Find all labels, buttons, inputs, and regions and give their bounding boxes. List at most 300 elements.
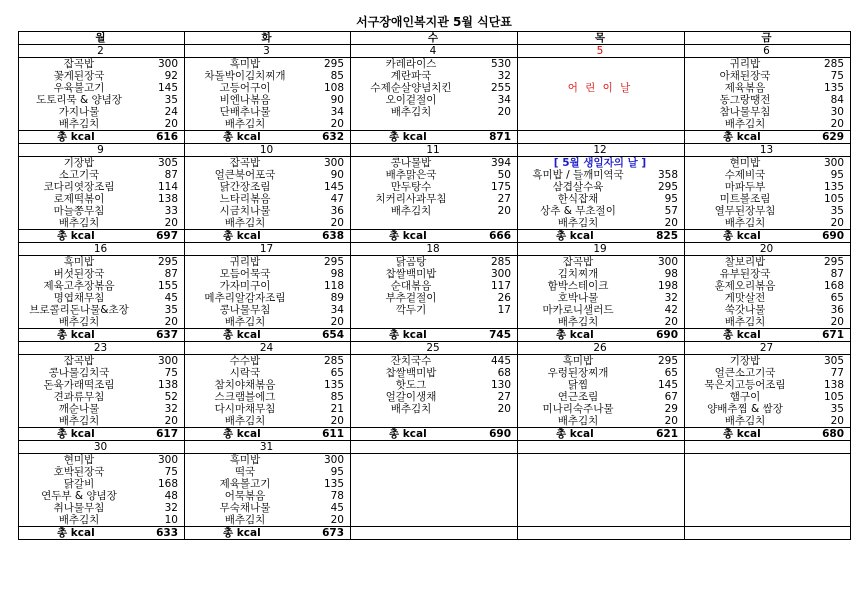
dish-kcal: 20	[497, 205, 511, 217]
dish-name: 도토리묵 & 양념장	[36, 94, 122, 106]
dish-name: 동그랑땡전	[719, 94, 771, 106]
total-kcal: 654	[322, 329, 344, 341]
menu-cell	[685, 304, 851, 316]
dish-name: 치커리사과무침	[375, 193, 447, 205]
dish-name: 햄구이	[729, 391, 761, 403]
total-cell	[685, 329, 851, 342]
birthday-label: [ 5월 생일자의 날 ]	[553, 157, 647, 169]
menu-cell	[185, 193, 351, 205]
menu-cell	[19, 367, 185, 379]
total-cell	[19, 131, 185, 144]
date-cell: 24	[185, 342, 351, 355]
dish-name: 찰보리밥	[724, 256, 766, 268]
dish-kcal: 65	[830, 292, 844, 304]
menu-cell	[185, 355, 351, 368]
menu-table-body	[19, 32, 851, 540]
menu-cell	[351, 490, 518, 502]
menu-cell	[185, 268, 351, 280]
weekday-mon: 월	[19, 32, 185, 45]
menu-cell	[685, 94, 851, 106]
menu-cell	[685, 82, 851, 94]
dish-name: 다시마채무침	[214, 403, 276, 415]
dish-name: 훈제오리볶음	[714, 280, 776, 292]
menu-item-row	[19, 181, 851, 193]
dish-kcal: 114	[157, 181, 178, 193]
dish-name: 단배추나물	[219, 106, 271, 118]
menu-cell	[185, 316, 351, 329]
menu-cell	[518, 94, 685, 106]
menu-cell	[19, 118, 185, 131]
dish-kcal: 20	[664, 316, 678, 328]
menu-cell	[351, 205, 518, 217]
dish-kcal: 295	[157, 256, 178, 268]
dish-kcal: 48	[164, 490, 178, 502]
total-label: 총 kcal	[723, 329, 761, 341]
total-label: 총 kcal	[57, 527, 95, 539]
dish-name: 가자미구이	[219, 280, 271, 292]
total-kcal: 690	[656, 329, 678, 341]
menu-cell	[518, 181, 685, 193]
dish-name: 찹쌀백미밥	[385, 367, 437, 379]
dish-kcal: 17	[497, 304, 511, 316]
menu-item-row	[19, 403, 851, 415]
dish-name: 깨순나물	[58, 403, 100, 415]
dish-name: 배추김치	[224, 118, 266, 130]
total-cell	[518, 428, 685, 441]
dish-kcal: 32	[164, 403, 178, 415]
dish-name: 배추김치	[724, 217, 766, 229]
dish-name: 고등어구이	[219, 82, 271, 94]
total-label: 총 kcal	[57, 131, 95, 143]
dish-kcal: 98	[664, 268, 678, 280]
dish-kcal: 20	[830, 415, 844, 427]
total-cell	[19, 527, 185, 540]
menu-cell	[685, 217, 851, 230]
dish-name: 배추김치	[724, 316, 766, 328]
menu-cell	[518, 502, 685, 514]
date-cell: 6	[685, 45, 851, 58]
menu-cell	[351, 466, 518, 478]
menu-cell	[351, 280, 518, 292]
menu-cell	[185, 118, 351, 131]
dish-name: 배추김치	[557, 415, 599, 427]
dish-kcal: 135	[823, 181, 844, 193]
dish-kcal: 27	[497, 391, 511, 403]
dish-kcal: 95	[830, 169, 844, 181]
menu-item-row	[19, 514, 851, 527]
dish-kcal: 77	[830, 367, 844, 379]
menu-cell	[351, 217, 518, 230]
dish-name: 마늘쫑무침	[53, 205, 105, 217]
dish-name: 흑미밥	[63, 256, 95, 268]
menu-cell	[185, 280, 351, 292]
total-cell	[351, 329, 518, 342]
dish-name: 모듬어묵국	[219, 268, 271, 280]
dish-name: 배추김치	[724, 415, 766, 427]
menu-cell	[185, 205, 351, 217]
total-cell	[351, 527, 518, 540]
date-cell: 17	[185, 243, 351, 256]
dish-kcal: 89	[330, 292, 344, 304]
total-cell	[185, 428, 351, 441]
dish-kcal: 135	[323, 478, 344, 490]
dish-kcal: 445	[490, 355, 511, 367]
dish-name: 호박된장국	[53, 466, 105, 478]
menu-item-row	[19, 256, 851, 269]
menu-cell	[351, 181, 518, 193]
dish-kcal: 85	[330, 70, 344, 82]
dish-name: 게맛살전	[724, 292, 766, 304]
menu-cell	[518, 82, 685, 94]
menu-item-row	[19, 391, 851, 403]
menu-cell	[351, 316, 518, 329]
dish-kcal: 30	[830, 106, 844, 118]
dish-name: 배추김치	[224, 415, 266, 427]
menu-cell	[351, 403, 518, 415]
menu-cell	[685, 169, 851, 181]
dish-name: 느타리볶음	[219, 193, 271, 205]
dish-name: 잡곡밥	[562, 256, 594, 268]
dish-kcal: 45	[164, 292, 178, 304]
total-kcal: 697	[156, 230, 178, 242]
menu-cell	[518, 205, 685, 217]
dish-kcal: 57	[664, 205, 678, 217]
date-cell: 10	[185, 144, 351, 157]
total-label: 총 kcal	[723, 230, 761, 242]
date-row	[19, 441, 851, 454]
total-kcal: 871	[489, 131, 511, 143]
menu-cell	[351, 70, 518, 82]
dish-name: 카레라이스	[385, 58, 437, 70]
dish-kcal: 10	[164, 514, 178, 526]
dish-kcal: 138	[157, 193, 178, 205]
total-label: 총 kcal	[556, 230, 594, 242]
menu-cell	[685, 256, 851, 269]
dish-kcal: 145	[657, 379, 678, 391]
menu-cell	[685, 490, 851, 502]
dish-kcal: 20	[664, 217, 678, 229]
dish-name: 핫도그	[395, 379, 427, 391]
menu-cell	[518, 70, 685, 82]
menu-item-row	[19, 379, 851, 391]
total-cell	[351, 230, 518, 243]
dish-name: 마카로니샐러드	[542, 304, 614, 316]
dish-kcal: 295	[323, 256, 344, 268]
menu-cell	[19, 193, 185, 205]
dish-name: 배추김치	[224, 316, 266, 328]
dish-name: 연두부 & 양념장	[41, 490, 117, 502]
dish-name: 미나리숙주나물	[542, 403, 614, 415]
total-cell	[518, 329, 685, 342]
menu-cell	[685, 478, 851, 490]
dish-kcal: 300	[823, 157, 844, 169]
dish-kcal: 295	[657, 355, 678, 367]
dish-kcal: 35	[830, 205, 844, 217]
menu-cell	[518, 280, 685, 292]
dish-name: 시금치나물	[219, 205, 271, 217]
menu-cell	[185, 454, 351, 467]
menu-cell	[19, 292, 185, 304]
dish-kcal: 138	[823, 379, 844, 391]
dish-name: 오이겉절이	[385, 94, 437, 106]
dish-kcal: 20	[664, 415, 678, 427]
dish-name: 잔치국수	[390, 355, 432, 367]
dish-name: 떡국	[234, 466, 256, 478]
menu-item-row	[19, 157, 851, 170]
dish-kcal: 155	[157, 280, 178, 292]
menu-cell	[518, 514, 685, 527]
date-cell	[351, 441, 518, 454]
dish-kcal: 130	[490, 379, 511, 391]
menu-cell	[685, 70, 851, 82]
menu-item-row	[19, 292, 851, 304]
dish-name: 배추김치	[224, 217, 266, 229]
dish-name: 상추 & 무초절이	[540, 205, 616, 217]
dish-name: 버섯된장국	[53, 268, 105, 280]
dish-name: 명엽채무침	[53, 292, 105, 304]
total-kcal: 671	[822, 329, 844, 341]
dish-name: 제육고추장볶음	[43, 280, 115, 292]
menu-item-row	[19, 415, 851, 428]
total-label: 총 kcal	[223, 527, 261, 539]
total-cell	[185, 527, 351, 540]
dish-kcal: 65	[664, 367, 678, 379]
total-cell	[685, 428, 851, 441]
dish-kcal: 300	[490, 268, 511, 280]
total-cell	[351, 131, 518, 144]
dish-name: 잡곡밥	[229, 157, 261, 169]
dish-kcal: 78	[330, 490, 344, 502]
dish-name: 양배추찜 & 쌈장	[707, 403, 783, 415]
menu-cell	[685, 391, 851, 403]
menu-table	[18, 31, 851, 540]
date-row	[19, 45, 851, 58]
menu-cell	[19, 70, 185, 82]
dish-kcal: 84	[830, 94, 844, 106]
total-cell	[185, 329, 351, 342]
menu-cell	[19, 514, 185, 527]
menu-item-row	[19, 58, 851, 71]
menu-cell	[685, 415, 851, 428]
dish-name: 제육볶음	[724, 82, 766, 94]
dish-kcal: 36	[830, 304, 844, 316]
menu-cell	[19, 157, 185, 170]
date-cell: 3	[185, 45, 351, 58]
dish-name: 로제떡볶이	[53, 193, 105, 205]
dish-name: 한식잡채	[557, 193, 599, 205]
menu-cell	[685, 280, 851, 292]
menu-cell	[685, 502, 851, 514]
menu-cell	[351, 94, 518, 106]
dish-kcal: 95	[664, 193, 678, 205]
date-row	[19, 243, 851, 256]
menu-cell	[351, 502, 518, 514]
total-kcal: 745	[489, 329, 511, 341]
menu-cell	[518, 193, 685, 205]
menu-cell	[518, 292, 685, 304]
total-label: 총 kcal	[223, 230, 261, 242]
total-kcal: 617	[156, 428, 178, 440]
weekday-thu: 목	[518, 32, 685, 45]
dish-name: 참나물무침	[719, 106, 771, 118]
menu-cell	[518, 415, 685, 428]
dish-kcal: 255	[490, 82, 511, 94]
menu-cell	[185, 403, 351, 415]
total-kcal: 621	[656, 428, 678, 440]
total-row	[19, 131, 851, 144]
menu-cell	[685, 403, 851, 415]
dish-name: 순대볶음	[390, 280, 432, 292]
dish-kcal: 300	[323, 157, 344, 169]
total-cell	[19, 230, 185, 243]
dish-kcal: 75	[164, 367, 178, 379]
menu-cell	[351, 106, 518, 118]
dish-kcal: 52	[164, 391, 178, 403]
menu-cell	[518, 454, 685, 467]
menu-cell	[185, 502, 351, 514]
dish-kcal: 20	[330, 217, 344, 229]
dish-kcal: 20	[830, 316, 844, 328]
dish-name: 브로콜리돈나물&초장	[29, 304, 129, 316]
menu-item-row	[19, 217, 851, 230]
date-cell: 9	[19, 144, 185, 157]
menu-cell	[518, 379, 685, 391]
menu-cell	[19, 478, 185, 490]
dish-kcal: 285	[323, 355, 344, 367]
dish-name: 닭간장조림	[219, 181, 271, 193]
total-kcal: 637	[156, 329, 178, 341]
menu-cell	[185, 70, 351, 82]
total-kcal: 673	[322, 527, 344, 539]
dish-kcal: 20	[330, 514, 344, 526]
menu-cell	[19, 280, 185, 292]
dish-kcal: 300	[323, 454, 344, 466]
dish-kcal: 87	[164, 169, 178, 181]
dish-kcal: 118	[323, 280, 344, 292]
menu-cell	[19, 466, 185, 478]
total-row	[19, 230, 851, 243]
dish-kcal: 87	[164, 268, 178, 280]
dish-name: 닭갈비	[63, 478, 95, 490]
menu-cell	[518, 106, 685, 118]
menu-item-row	[19, 478, 851, 490]
dish-kcal: 138	[157, 379, 178, 391]
total-label: 총 kcal	[223, 131, 261, 143]
total-label: 총 kcal	[223, 428, 261, 440]
menu-cell	[185, 256, 351, 269]
dish-name: 묵은지고등어조림	[704, 379, 786, 391]
menu-item-row	[19, 316, 851, 329]
menu-item-row	[19, 367, 851, 379]
menu-cell	[351, 82, 518, 94]
menu-cell	[19, 106, 185, 118]
dish-kcal: 20	[497, 106, 511, 118]
date-row	[19, 342, 851, 355]
menu-cell	[518, 217, 685, 230]
dish-kcal: 135	[323, 379, 344, 391]
menu-cell	[351, 169, 518, 181]
menu-cell	[19, 379, 185, 391]
dish-name: 가지나물	[58, 106, 100, 118]
dish-kcal: 35	[164, 94, 178, 106]
menu-cell	[19, 217, 185, 230]
date-cell: 20	[685, 243, 851, 256]
total-label: 총 kcal	[723, 131, 761, 143]
menu-cell	[19, 490, 185, 502]
weekday-header-row	[19, 32, 851, 45]
menu-item-row	[19, 118, 851, 131]
date-cell: 5	[518, 45, 685, 58]
dish-name: 닭곰탕	[395, 256, 427, 268]
dish-kcal: 300	[157, 454, 178, 466]
menu-cell	[518, 403, 685, 415]
menu-cell	[19, 415, 185, 428]
total-cell	[351, 428, 518, 441]
date-cell: 30	[19, 441, 185, 454]
date-cell: 31	[185, 441, 351, 454]
dish-name: 우렁된장찌개	[547, 367, 609, 379]
total-cell	[185, 230, 351, 243]
menu-cell	[185, 106, 351, 118]
dish-kcal: 20	[164, 316, 178, 328]
menu-cell	[351, 304, 518, 316]
menu-cell	[185, 82, 351, 94]
menu-cell	[185, 292, 351, 304]
menu-cell	[518, 490, 685, 502]
menu-cell	[351, 391, 518, 403]
dish-kcal: 32	[497, 70, 511, 82]
dish-kcal: 32	[664, 292, 678, 304]
date-cell: 16	[19, 243, 185, 256]
dish-kcal: 90	[330, 94, 344, 106]
dish-name: 배추김치	[557, 316, 599, 328]
total-cell	[685, 131, 851, 144]
total-label: 총 kcal	[389, 329, 427, 341]
dish-name: 얼갈이생채	[385, 391, 437, 403]
dish-kcal: 33	[164, 205, 178, 217]
total-kcal: 632	[322, 131, 344, 143]
menu-cell	[518, 304, 685, 316]
dish-kcal: 75	[164, 466, 178, 478]
menu-cell	[351, 157, 518, 170]
menu-item-row	[19, 454, 851, 467]
dish-name: 만두탕수	[390, 181, 432, 193]
dish-kcal: 67	[664, 391, 678, 403]
dish-name: 배추김치	[724, 118, 766, 130]
total-kcal: 629	[822, 131, 844, 143]
menu-cell	[19, 181, 185, 193]
dish-name: 삼겹살수육	[552, 181, 604, 193]
dish-name: 마파두부	[724, 181, 766, 193]
dish-kcal: 26	[497, 292, 511, 304]
dish-name: 찹쌀백미밥	[385, 268, 437, 280]
menu-cell	[19, 82, 185, 94]
menu-cell	[685, 193, 851, 205]
dish-kcal: 20	[330, 415, 344, 427]
total-label: 총 kcal	[57, 230, 95, 242]
date-cell: 23	[19, 342, 185, 355]
menu-cell	[685, 367, 851, 379]
dish-kcal: 305	[157, 157, 178, 169]
menu-cell	[351, 193, 518, 205]
total-kcal: 638	[322, 230, 344, 242]
dish-kcal: 85	[330, 391, 344, 403]
dish-name: 김치찌개	[557, 268, 599, 280]
date-cell	[685, 441, 851, 454]
dish-kcal: 65	[330, 367, 344, 379]
menu-cell	[685, 454, 851, 467]
total-row	[19, 329, 851, 342]
